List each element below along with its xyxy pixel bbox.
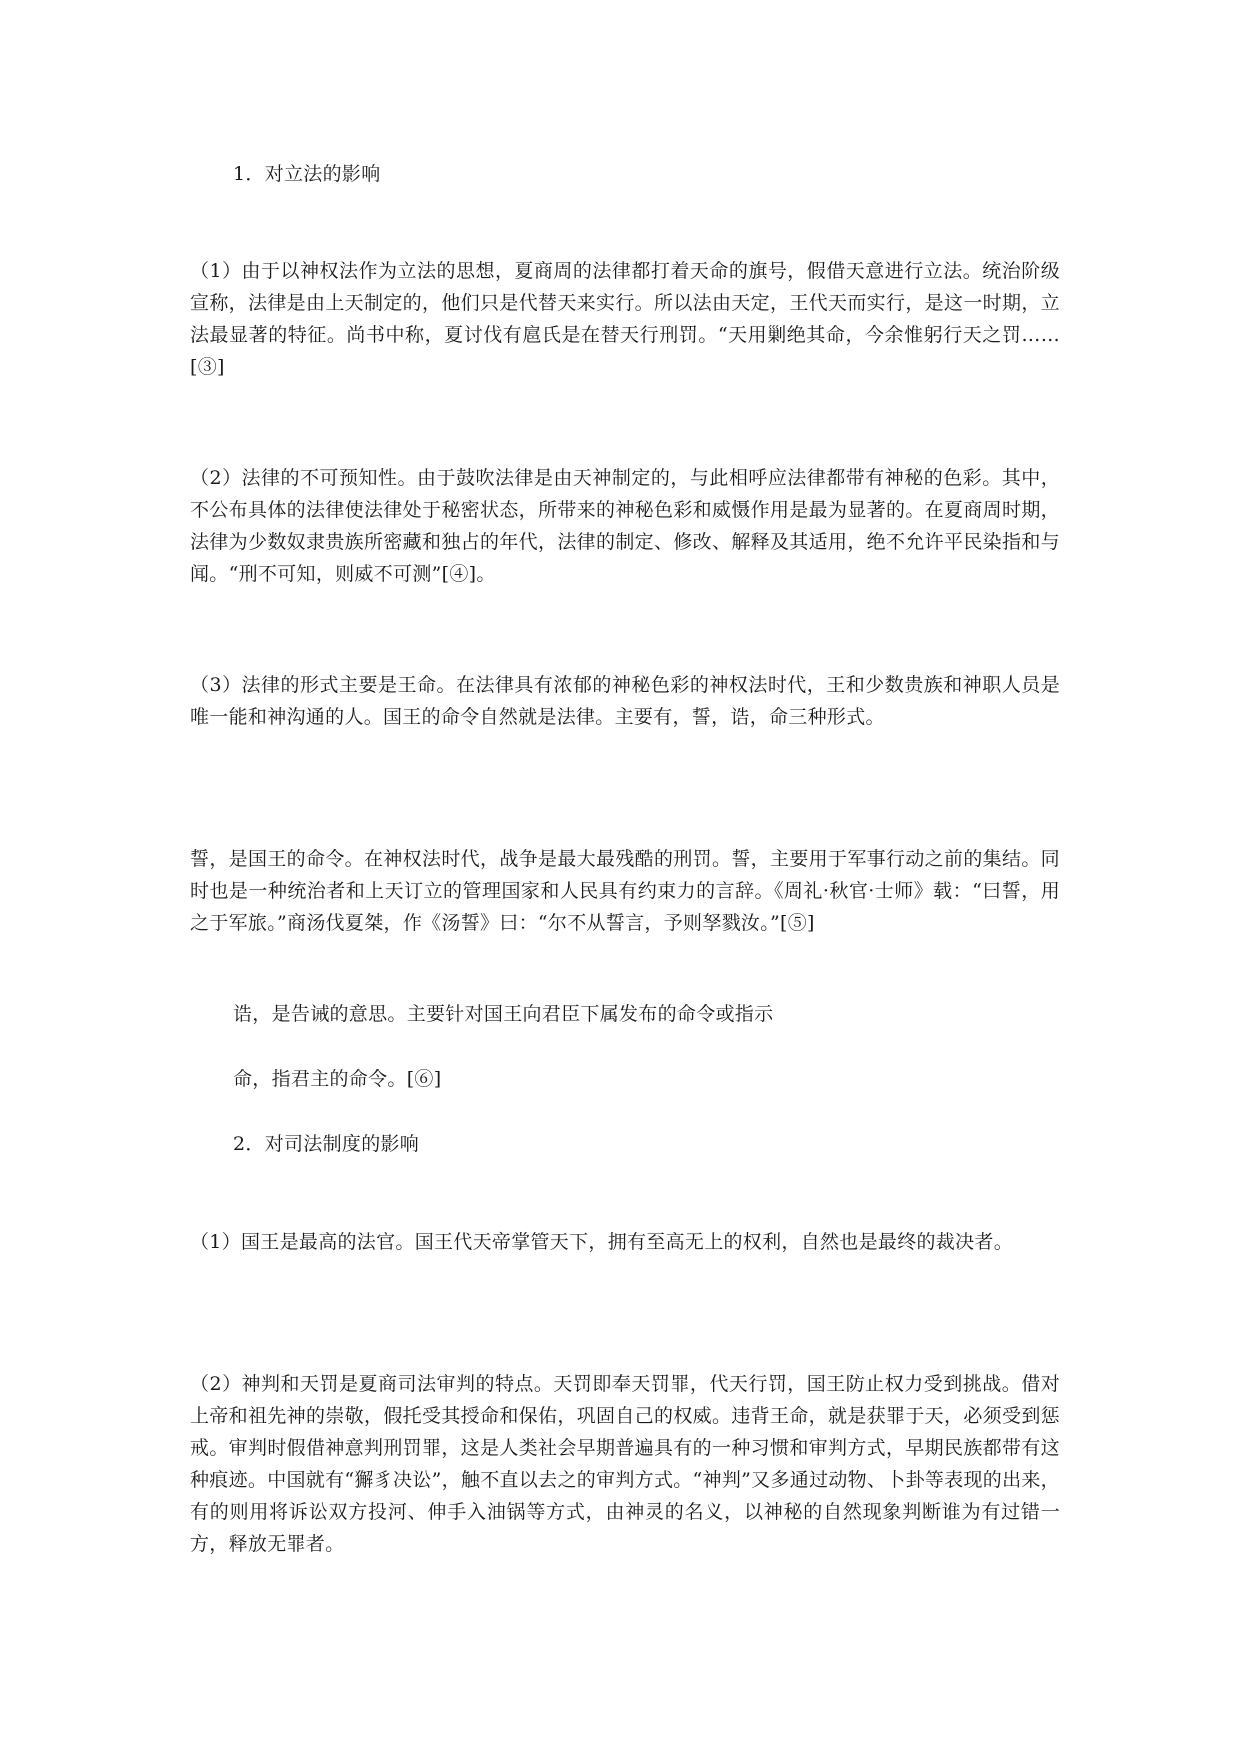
paragraph-7: （1）国王是最高的法官。国王代天帝掌管天下，拥有至高无上的权利，自然也是最终的裁决者。 [190,1231,1013,1253]
paragraph-1: （1）由于以神权法作为立法的思想，夏商周的法律都打着天命的旗号，假借天意进行立法。统治阶级宣称，法律是由上天制定的，他们只是代替天来实行。所以法由天定，王代天而实行，是这一时期，立法最显著的特征。尚书中称，夏讨伐有扈氏是在替天行刑罚。“天用剿绝其命，今余惟躬行天之罚……[③] [190,260,1060,378]
section-heading-legislation: 1．对立法的影响 [233,163,381,185]
paragraph-2: （2）法律的不可预知性。由于鼓吹法律是由天神制定的，与此相呼应法律都带有神秘的色彩。其中，不公布具体的法律使法律处于秘密状态，所带来的神秘色彩和威慑作用是最为显著的。在夏商周时期，法律为少数奴隶贵族所密藏和独占的年代，法律的制定、修改、解释及其适用，绝不允许平民染指和与闻。“刑不可知，则威不可测”[④]。 [190,467,1060,585]
section-heading-judiciary: 2．对司法制度的影响 [233,1133,420,1155]
paragraph-3: （3）法律的形式主要是王命。在法律具有浓郁的神秘色彩的神权法时代，王和少数贵族和神职人员是唯一能和神沟通的人。国王的命令自然就是法律。主要有，誓，诰，命三种形式。 [190,674,1060,728]
paragraph-5: 诰，是告诫的意思。主要针对国王向君臣下属发布的命令或指示 [233,1003,774,1025]
paragraph-8: （2）神判和天罚是夏商司法审判的特点。天罚即奉天罚罪，代天行罚，国王防止权力受到挑战。借对上帝和祖先神的崇敬，假托受其授命和保佑，巩固自己的权威。违背王命，就是获罪于天，必须受到惩戒。审判时假借神意判刑罚罪，这是人类社会早期普遍具有的一种习惯和审判方式，早期民族都带有这种痕迹。中国就有“獬豸决讼”，触不直以去之的审判方式。“神判”又多通过动物、卜卦等表现的出来，有的则用将诉讼双方投河、伸手入油锅等方式，由神灵的名义，以神秘的自然现象判断谁为有过错一方，释放无罪者。 [190,1373,1060,1555]
paragraph-4: 誓，是国王的命令。在神权法时代，战争是最大最残酷的刑罚。誓，主要用于军事行动之前的集结。同时也是一种统治者和上天订立的管理国家和人民具有约束力的言辞。《周礼·秋官·士师》载：“曰誓，用之于军旅。”商汤伐夏桀，作《汤誓》曰：“尔不从誓言，予则孥戮汝。”[⑤] [190,848,1060,934]
paragraph-6: 命，指君主的命令。[⑥] [233,1068,442,1090]
